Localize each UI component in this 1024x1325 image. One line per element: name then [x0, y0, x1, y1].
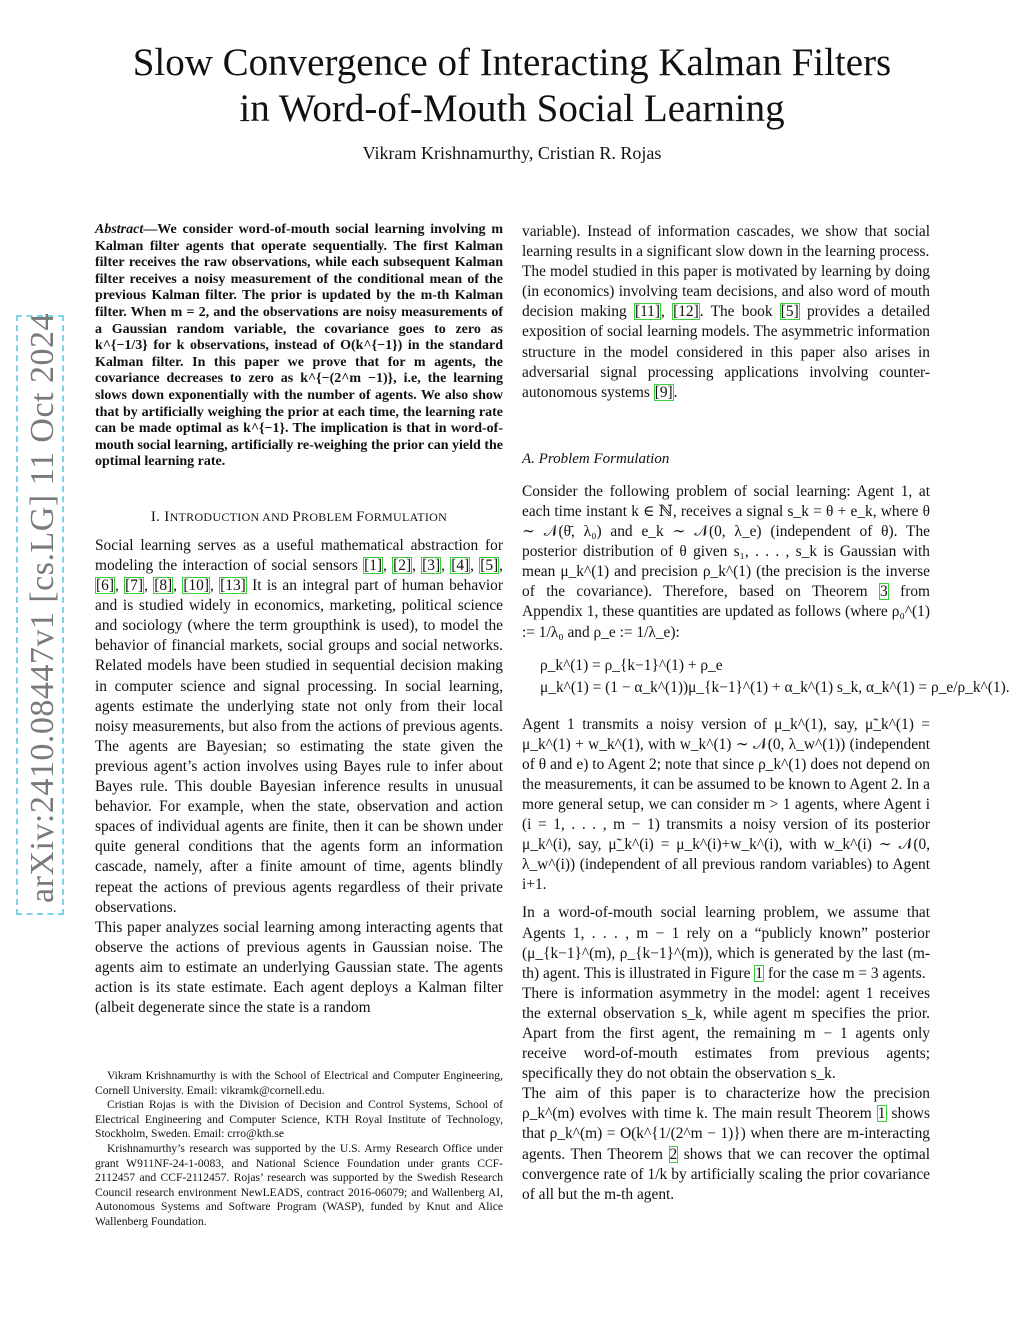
- equation-precision: ρ_k^(1) = ρ_{k−1}^(1) + ρ_e: [540, 656, 723, 674]
- section-heading: [95, 509, 503, 526]
- intro-paragraph-1: Social learning serves as a useful mathematical abstraction for modeling the interaction of social sensors [1], [2], [3], [4], [5], [6], [7], [8], [10], [13] It is an integral part of human behavior and is studied widely in economics, marketing, political science and sociology (where the term groupthink is used), to model the behavior of financial markets, social groups and social networks. Related models have been studied in sequential decision making in computer science and signal processing. In social learning, agents estimate the underlying state not only from their local noisy measurements, but also from the actions of previous agents. The agents are Bayesian; so estimating the state given the previous agent’s action involves using Bayes rule to infer about Bayes rule. This double Bayesian inference results in unusual behavior. For example, when the state, observation and action spaces of individual agents are finite, then it can be shown under quite general conditions that the agents form an information cascade, namely, after a finite amount of time, agents blindly repeat the actions of previous agents regardless of their private observations.: [95, 536, 504, 916]
- citation-link[interactable]: [10]: [183, 577, 209, 595]
- citation-link[interactable]: [13]: [220, 577, 246, 595]
- title-line-1: Slow Convergence of Interacting Kalman Filters: [132, 41, 892, 84]
- section-numeral: I.: [150, 508, 165, 525]
- paragraph-continuation: variable). Instead of information cascades, we show that social learning results in a significant slow down in the learning process.: [522, 223, 930, 261]
- authors: Vikram Krishnamurthy, Cristian R. Rojas: [362, 143, 662, 163]
- paragraph-text: In a word-of-mouth social learning problem, we assume that Agents 1, . . . , m − 1 rely on a “publicly known” posterior (μ_{k−1}^(m), ρ_{k−1}^(m)), which is generated by the last (m-th) agent. This is illustrated in Figure: [522, 904, 930, 982]
- citation-link[interactable]: [8]: [154, 577, 173, 595]
- figure-link[interactable]: 1: [755, 964, 763, 982]
- section-title-part: P: [292, 508, 302, 525]
- citation-link[interactable]: [7]: [125, 577, 144, 595]
- footnote-2: Cristian Rojas is with the Division of Decision and Control Systems, School of Electrical Engineering and Computer Science, KTH Royal Institute of Technology, Stockholm, Sweden. Email: crro@kth.se: [95, 1098, 503, 1141]
- paragraph-text: shows that we can recover the optimal convergence rate of 1/k by artificially scaling the prior covariance of all but the m-th agent.: [522, 1145, 931, 1203]
- section-title-part: ORMULATION: [364, 509, 448, 524]
- paragraph-text: for the case m = 3 agents.: [763, 964, 926, 982]
- agent-paragraph: Agent 1 transmits a noisy version of μ_k^(1), say, μ̃_k^(1) = μ_k^(1) + w_k^(1), with w_k^(1) ∼ 𝒩(0, λ_w^(1)) (independent of θ and e) to Agent 2; note that since ρ_k^(1) does not depend on the measurements, it can be assumed to be known to Agent 2. In a more general setup, we can consider m > 1 agents, where Agent i (i = 1, . . . , m − 1) transmits a noisy version of its posterior μ_k^(i), say, μ̃_k^(i) = μ_k^(i)+w_k^(i), with w_k^(i) ∼ 𝒩(0, λ_w^(i)) (independent of all previous random variables) to Agent i+1.: [522, 715, 930, 894]
- paragraph-text: The model studied in this paper is motivated by learning by doing (in economics) involving team decisions, and also word of mouth decision making: [522, 263, 930, 321]
- problem-paragraph: [522, 482, 930, 643]
- citation-link[interactable]: [11]: [634, 303, 661, 321]
- paragraph-text: Consider the following problem of social learning: Agent 1, at each time instant k ∈ ℕ, receives a signal s_k = θ + e_k, where θ ∼ 𝒩(θ̄, λ₀) and e_k ∼ 𝒩(0, λ_e) (independent of θ). The posterior distribution of θ given s₁, . . . , s_k is Gaussian with mean μ_k^(1) and precision ρ_k^(1) (the precision is the inverse of the covariance). Therefore, based on Theorem: [522, 482, 930, 601]
- intro-paragraph-2: This paper analyzes social learning among interacting agents that observe the actions of previous agents in Gaussian noise. The agents aim to estimate an underlying Gaussian state. The agents action is its state estimate. Each agent deploys a Kalman filter (albeit degenerate since the state is a random: [95, 918, 503, 1017]
- paragraph-text: Social learning serves as a useful mathematical abstraction for modeling the interaction of social sensors: [95, 536, 503, 574]
- left-column: [95, 222, 503, 1018]
- footnotes: [95, 1069, 503, 1230]
- section-title-part: F: [356, 508, 365, 525]
- paragraph-text: The aim of this paper is to characterize how the precision ρ_k^(m) evolves with time k. The main result Theorem: [522, 1085, 930, 1123]
- paragraph-text: provides a detailed exposition of social learning models. The asymmetric information structure in the model considered in this paper also arises in adversarial signal processing applications involving counter-autonomous systems: [522, 303, 930, 401]
- footnote-3: Krishnamurthy’s research was supported by the U.S. Army Research Office under grant W911NF-24-1-0083, and National Science Foundation under grants CCF-2112457 and CCF-2112457. Rojas’ research was supported by the Swedish Research Council research environment NewLEADS, contract 2016-06079; and Wallenberg AI, Autonomous Systems and Software Program (WASP), funded by Knut and Alice Wallenberg Foundation.: [95, 1141, 503, 1228]
- abstract-text: —We consider word-of-mouth social learning involving m Kalman filter agents that operate sequentially. The first Kalman filter receives the raw observations, while each subsequent Kalman filter receives a noisy measurement of the conditional mean of the previous Kalman filter. The prior is updated by the m-th Kalman filter. When m = 2, and the observations are noisy measurements of a Gaussian random variable, the covariance goes to zero as k^{−1/3} for k observations, instead of O(k^{−1}) in the standard Kalman filter. In this paper we prove that for m agents, the covariance decreases to zero as k^{−(2^m −1)}, i.e, the learning slows down exponentially with the number of agents. We also show that by artificially weighing the prior at each time, the learning rate can be made optimal as k^{−1}. The implication is that in word-of-mouth social learning, artificially re-weighing the prior can yield the optimal learning rate.: [95, 222, 503, 470]
- citation-link[interactable]: [9]: [654, 383, 673, 401]
- right-column: [522, 222, 1010, 1205]
- citation-link[interactable]: [2]: [393, 557, 412, 574]
- theorem-link[interactable]: 1: [877, 1105, 886, 1123]
- paper-title: [60, 40, 964, 132]
- subsection-heading: A. Problem Formulation: [522, 450, 670, 467]
- citation-link[interactable]: [4]: [451, 557, 470, 574]
- section-title-part: I: [164, 508, 170, 525]
- word-of-mouth-paragraph: [522, 903, 930, 983]
- paragraph-text: from Appendix 1, these quantities are updated as follows (where ρ₀^(1) := 1/λ₀ and ρ_e := 1/λ_e):: [522, 583, 931, 641]
- arxiv-stamp[interactable]: arXiv:2410.08447v1 [cs.LG] 11 Oct 2024: [24, 313, 61, 903]
- asymmetry-paragraph: There is information asymmetry in the model: agent 1 receives the external observation s_k, while agent m specifies the prior. Apart from the first agent, the remaining m − 1 agents only receive word-of-mouth estimates from previous agents; specifically they do not obtain the observation s_k.: [522, 984, 930, 1083]
- paragraph-text: shows that ρ_k^(m) = O(k^{1/(2^m − 1)}) when there are m-interacting agents. Then Theorem: [522, 1105, 930, 1163]
- equation-mean: μ_k^(1) = (1 − α_k^(1))μ_{k−1}^(1) + α_k^(1) s_k, α_k^(1) = ρ_e/ρ_k^(1).: [540, 678, 1010, 696]
- theorem-link[interactable]: 3: [879, 583, 888, 601]
- section-title-part: ROBLEM: [301, 509, 357, 524]
- theorem-link[interactable]: 2: [669, 1145, 678, 1163]
- citation-link[interactable]: [5]: [480, 557, 499, 574]
- citation-link[interactable]: [1]: [364, 557, 383, 574]
- abstract: [95, 222, 503, 471]
- paragraph-text: . The book: [699, 303, 780, 321]
- title-line-2: in Word-of-Mouth Social Learning: [239, 87, 785, 130]
- aim-paragraph: [522, 1084, 930, 1205]
- equation-block: [540, 655, 1010, 699]
- section-title-part: NTRODUCTION AND: [169, 509, 293, 524]
- abstract-lead: Abstract: [95, 222, 144, 237]
- citation-link[interactable]: [6]: [96, 577, 114, 595]
- citation-link[interactable]: [5]: [780, 303, 799, 321]
- citation-link[interactable]: [12]: [673, 303, 699, 321]
- paragraph-text: It is an integral part of human behavior and is studied widely in economics, marketing, political science and sociology (where the term groupthink is used), to model the behavior of financial markets, social groups and social networks. Related models have been studied in sequential decision making in computer science and signal processing. In social learning, agents estimate the underlying state not only from their local noisy measurements, but also from the actions of previous agents. The agents are Bayesian; so estimating the state given the previous agent’s action involves using Bayes rule to infer about Bayes rule. This double Bayesian inference results in unusual behavior. For example, when the state, observation and action spaces of individual agents are finite, then it can be shown under quite general conditions that the agents form an information cascade, namely, after a finite amount of time, agents blindly repeat the actions of previous agents regardless of their private observations.: [95, 577, 503, 916]
- motivation-paragraph: The model studied in this paper is motivated by learning by doing (in economics) involving team decisions, and also word of mouth decision making [11], [12]. The book [5] provides a detailed exposition of social learning models. The asymmetric information structure in the model considered in this paper also arises in adversarial signal processing applications involving counter-autonomous systems [9].: [522, 263, 930, 401]
- citation-link[interactable]: [3]: [422, 557, 441, 574]
- footnote-1: Vikram Krishnamurthy is with the School of Electrical and Computer Engineering, Cornell University. Email: vikramk@cornell.edu.: [95, 1069, 503, 1097]
